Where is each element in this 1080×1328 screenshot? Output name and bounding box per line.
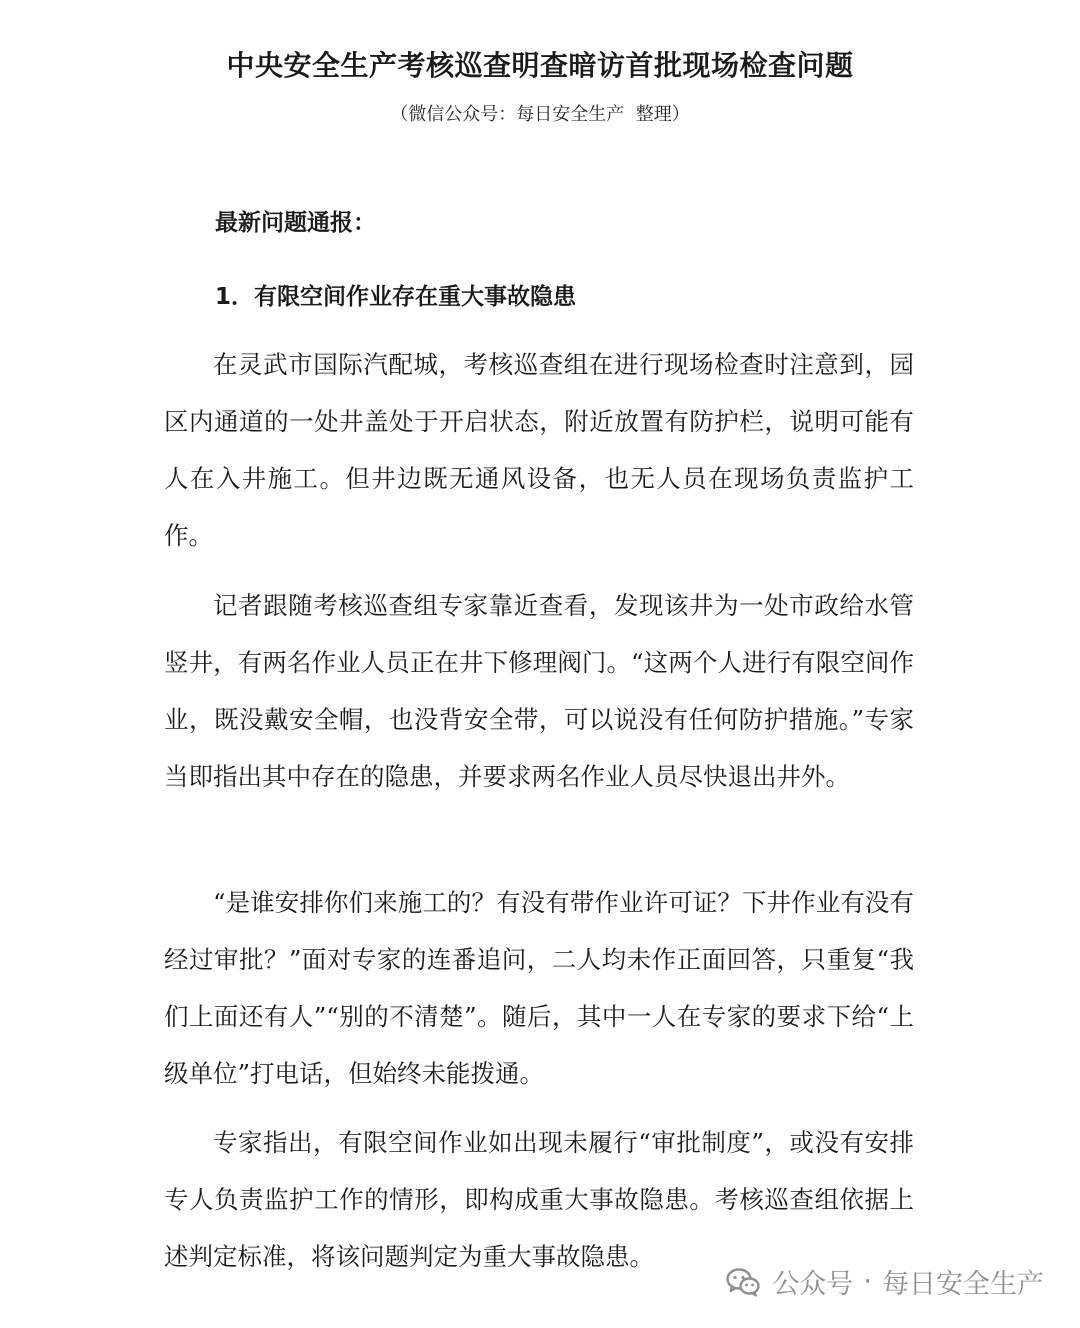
paragraph-2: 记者跟随考核巡查组专家靠近查看，发现该井为一处市政给水管竖井，有两名作业人员正在井下修理阀门。“这两个人进行有限空间作业，既没戴安全帽，也没背安全带，可以说没有任何防护措施。”专家当即指出其中存在的隐患，并要求两名作业人员尽快退出井外。 xyxy=(164,591,914,791)
watermark-account: 每日安全生产 xyxy=(882,1269,1044,1300)
document-subtitle: （微信公众号：每日安全生产 整理） xyxy=(390,104,690,125)
paragraph-4: 专家指出，有限空间作业如出现未履行“审批制度”，或没有安排专人负责监护工作的情形，即构成重大事故隐患。考核巡查组依据上述判定标准，将该问题判定为重大事故隐患。 xyxy=(164,1128,914,1271)
watermark xyxy=(726,1262,1044,1301)
wechat-icon xyxy=(726,1267,760,1297)
watermark-label: 公众号 xyxy=(772,1269,854,1300)
document-title: 中央安全生产考核巡查明查暗访首批现场检查问题 xyxy=(226,49,854,82)
paragraph-3: “是谁安排你们来施工的？有没有带作业许可证？下井作业有没有经过审批？”面对专家的连番追问，二人均未作正面回答，只重复“我们上面还有人”“别的不清楚”。随后，其中一人在专家的要求下给“上级单位”打电话，但始终未能拨通。 xyxy=(164,888,914,1088)
section-heading: 最新问题通报： xyxy=(215,210,376,236)
issue-heading: 1．有限空间作业存在重大事故隐患 xyxy=(215,284,577,310)
watermark-separator: · xyxy=(863,1266,872,1297)
paragraph-1: 在灵武市国际汽配城，考核巡查组在进行现场检查时注意到，园区内通道的一处井盖处于开启状态，附近放置有防护栏，说明可能有人在入井施工。但井边既无通风设备，也无人员在现场负责监护工作。 xyxy=(164,350,914,550)
